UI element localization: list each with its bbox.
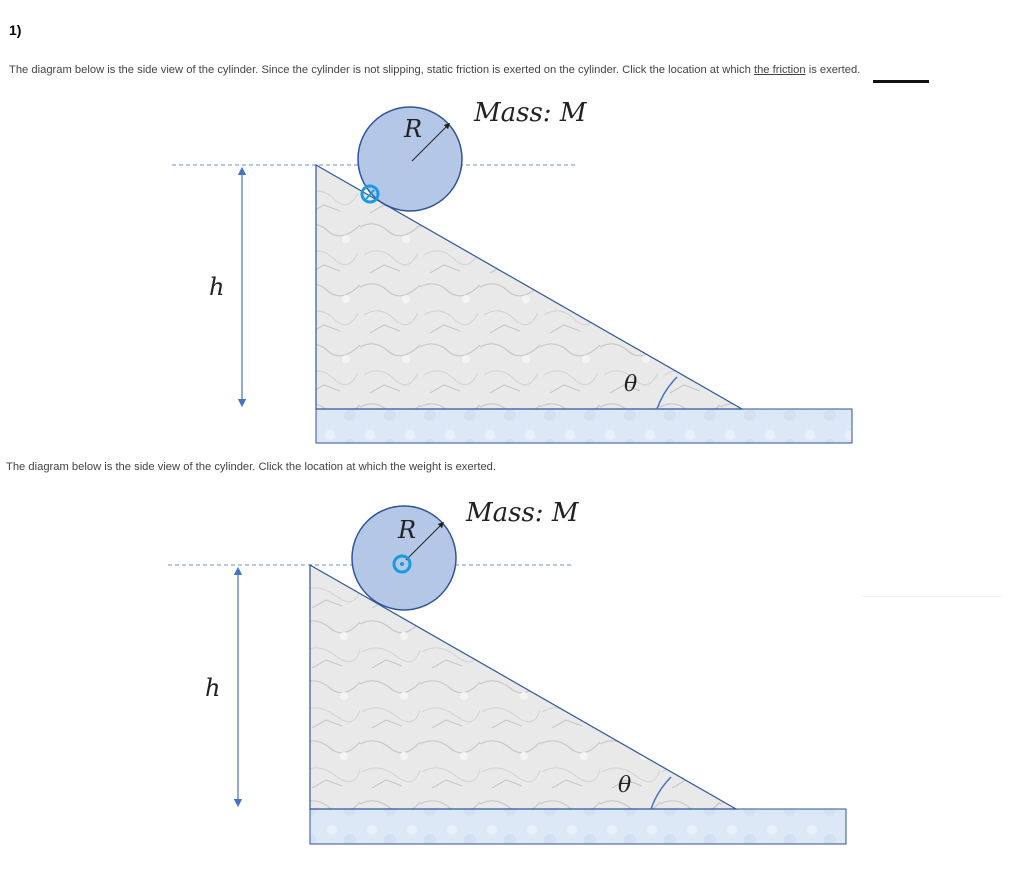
height-label: h [205,674,221,702]
weight-prompt: The diagram below is the side view of the cylinder. Click the location at which the weight is exerted. [6,461,497,473]
radius-label: R [404,115,423,143]
angle-label: θ [624,372,638,397]
friction-prompt-before: The diagram below is the side view of the cylinder. Since the cylinder is not slipping, static friction is exerted on the cylinder. Click the location at which [9,64,754,76]
height-label: h [209,273,225,301]
ground-block [316,409,852,443]
question-number: 1) [9,22,22,38]
center-marker-dot [400,562,404,566]
weight-diagram[interactable] [0,490,1024,850]
friction-diagram[interactable] [0,95,1024,455]
mass-label: Mass: M [466,498,579,528]
incline-wedge [310,565,736,809]
friction-prompt-link: the friction [753,64,806,76]
mass-label: Mass: M [474,98,587,128]
ground-block [310,809,846,844]
angle-label: θ [618,773,632,798]
friction-prompt-after: is exerted. [805,64,861,76]
emphasis-underline [873,80,929,83]
radius-label: R [398,516,417,544]
friction-prompt [9,64,860,76]
divider [862,596,1002,597]
